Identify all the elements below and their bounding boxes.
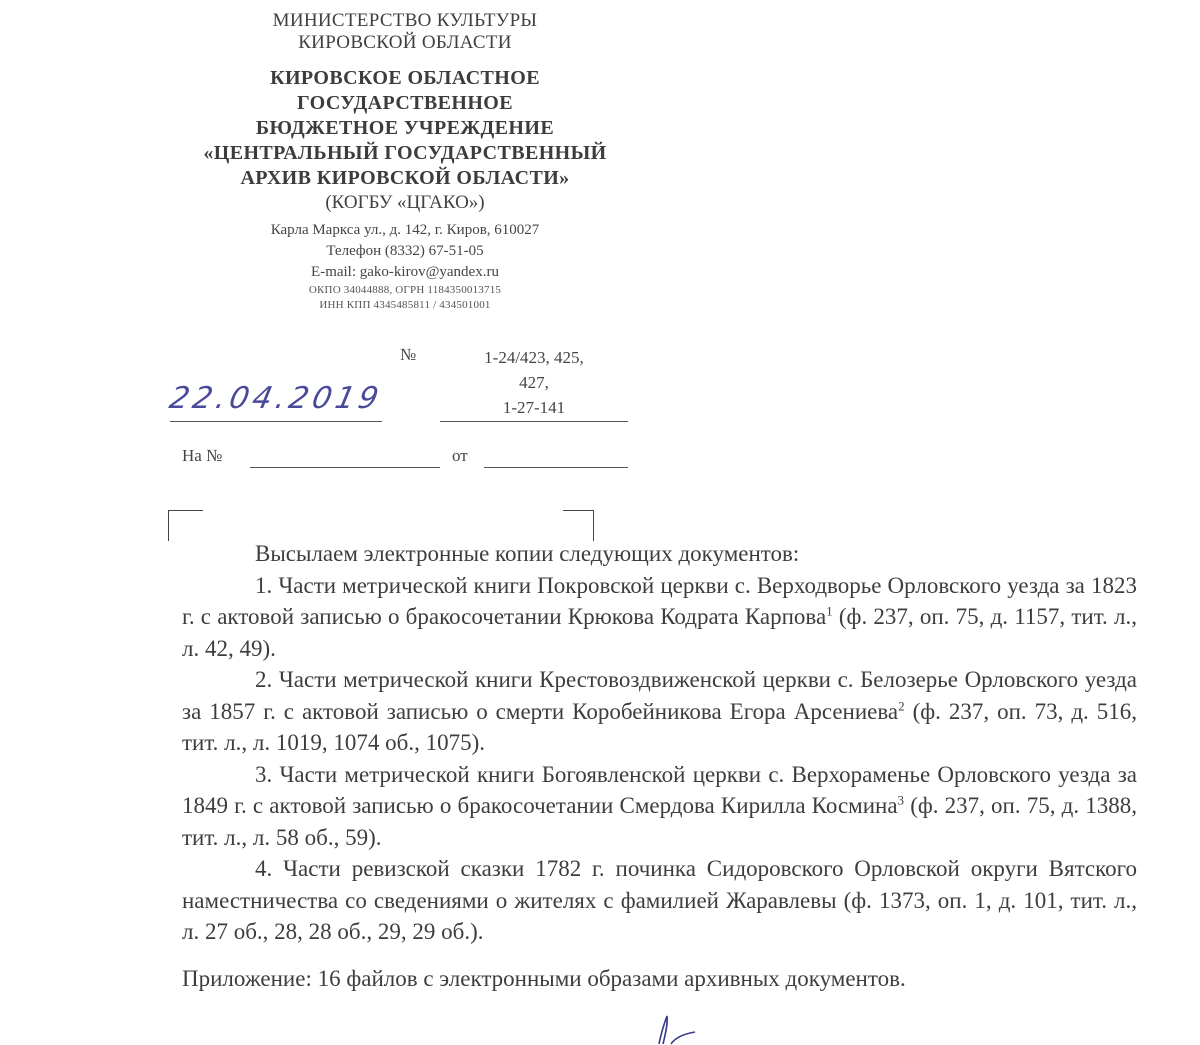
outgoing-number-line: 1-27-141 [502, 398, 566, 417]
inn-line: ИНН КПП 4345485811 / 434501001 [319, 299, 491, 311]
okpo-line: ОКПО 34044888, ОГРН 1184350013715 [308, 284, 502, 296]
org-line: «ЦЕНТРАЛЬНЫЙ ГОСУДАРСТВЕННЫЙ [203, 142, 607, 164]
reference-date-line [484, 467, 628, 468]
reference-number-label: На № [182, 446, 223, 465]
letterhead [150, 10, 660, 313]
number-underline [440, 421, 628, 422]
attachment-note: Приложение: 16 файлов с электронными образами архивных документов. [182, 966, 906, 991]
org-line: БЮДЖЕТНОЕ УЧРЕЖДЕНИЕ [255, 117, 555, 139]
org-line: АРХИВ КИРОВСКОЙ ОБЛАСТИ» [240, 167, 570, 189]
number-label: № [400, 345, 417, 364]
date-underline [170, 421, 382, 422]
signature-icon [645, 1010, 725, 1045]
organization-name [150, 66, 660, 191]
body-item: 3. Части метрической книги Богоявленской церкви с. Верхораменье Орловского уезда за 1849 г. с актовой записью о бракосочетании Смердова Кирилла Космина$^3$ (ф. 237, оп. 75, д. 1388, тит. л., л. 58 об., 59). [182, 761, 1138, 850]
body-item: 2. Части метрической книги Крестовоздвиженской церкви с. Белозерье Орловского уезда за 1857 г. с актовой записью о смерти Коробейникова Егора Арсениева$^2$ (ф. 237, оп. 73, д. 516, тит. л., л. 1019, 1074 об., 1075). [182, 667, 1137, 755]
org-line: ГОСУДАРСТВЕННОЕ [297, 92, 513, 114]
handwritten-date: 22.04.2019 [166, 381, 386, 416]
body-intro: Высылаем электронные копии следующих документов: [255, 541, 800, 566]
outgoing-number-line: 427, [519, 373, 549, 392]
outgoing-number [440, 345, 628, 420]
phone-line: Телефон (8332) 67-51-05 [326, 243, 484, 259]
ministry-line-2: КИРОВСКОЙ ОБЛАСТИ [298, 32, 512, 53]
footnote-mark: 2 [898, 697, 905, 713]
footnote-mark: 3 [897, 792, 905, 808]
body-item: 4. Части ревизской сказки 1782 г. починка Сидоровского Орловской округи Вятского наместничества со сведениями о жителях с фамилией Жаравлевы (ф. 1373, оп. 1, д. 101, тит. л., л. 27 об., 28, 28 об., 29, 29 об.). [182, 856, 1137, 944]
org-line: КИРОВСКОЕ ОБЛАСТНОЕ [270, 67, 540, 89]
org-abbreviation: (КОГБУ «ЦГАКО») [325, 192, 485, 213]
reference-date-label: от [452, 446, 468, 465]
address-line: Карла Маркса ул., д. 142, г. Киров, 610027 [270, 222, 540, 238]
address-corner-left [168, 510, 203, 541]
email-line: E-mail: gako-kirov@yandex.ru [311, 264, 499, 280]
address-corner-right [563, 510, 594, 541]
ministry-line-1: МИНИСТЕРСТВО КУЛЬТУРЫ [272, 10, 538, 31]
body-item: 1. Части метрической книги Покровской церкви с. Верходворье Орловского уезда за 1823 г. с актовой записью о бракосочетании Крюкова Кодрата Карпова$^1$ (ф. 237, оп. 75, д. 1157, тит. л., л. 42, 49). [182, 572, 1137, 661]
letter-body [182, 538, 1137, 948]
footnote-mark: 1 [826, 603, 833, 619]
reference-number-line [250, 467, 440, 468]
outgoing-number-line: 1-24/423, 425, [484, 348, 584, 367]
